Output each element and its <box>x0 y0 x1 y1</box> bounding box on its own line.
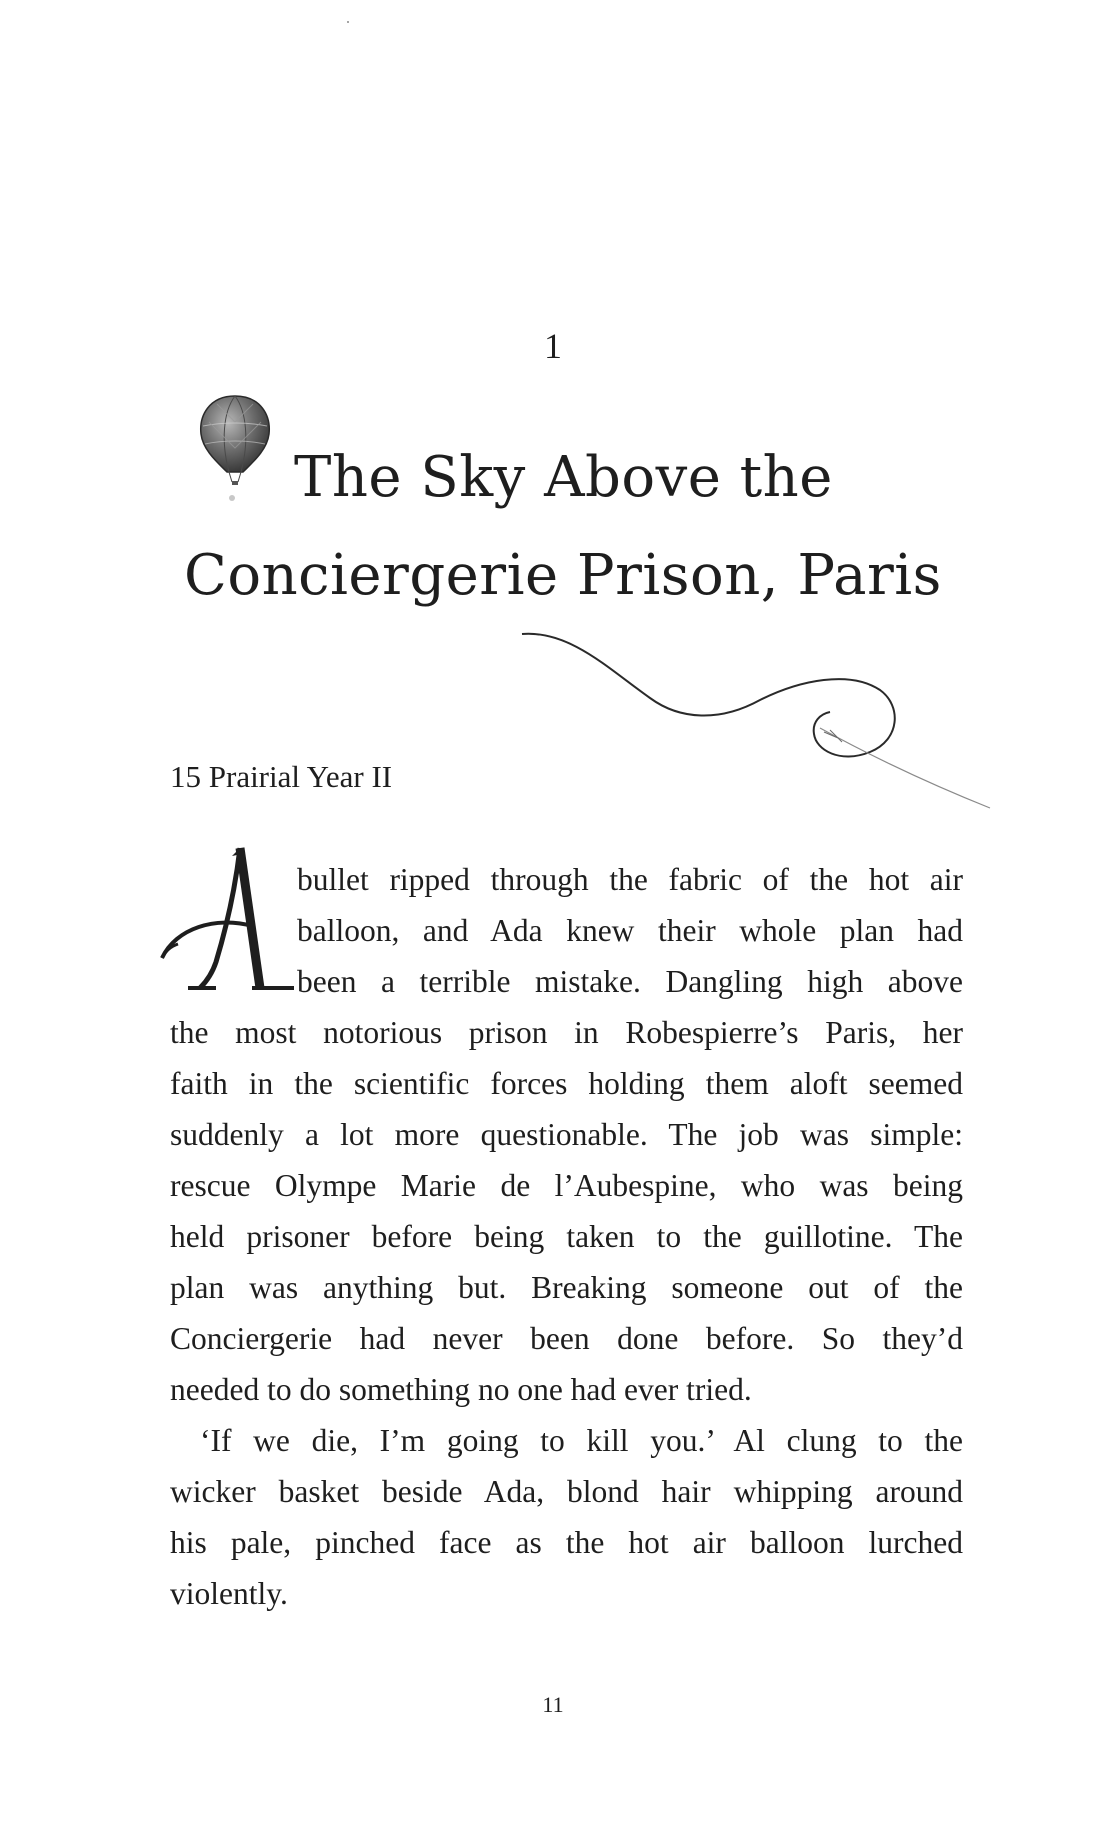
dust-speck <box>347 21 349 23</box>
drop-cap-a <box>156 842 300 998</box>
hot-air-balloon-icon <box>195 392 275 504</box>
body-line: balloon, and Ada knew their whole plan had <box>297 913 963 948</box>
body-line: been a terrible mistake. Dangling high above <box>297 964 963 999</box>
body-line: his pale, pinched face as the hot air balloon lurched <box>170 1525 963 1560</box>
body-line: held prisoner before being taken to the guillotine. The <box>170 1219 963 1254</box>
body-line: rescue Olympe Marie de l’Aubespine, who was being <box>170 1168 963 1203</box>
chapter-number: 1 <box>544 326 562 366</box>
chapter-title-line-2: Conciergerie Prison, Paris <box>184 543 942 608</box>
body-line: needed to do something no one had ever tried. <box>170 1372 752 1407</box>
body-line: wicker basket beside Ada, blond hair whipping around <box>170 1474 963 1509</box>
body-line: Conciergerie had never been done before. So they’d <box>170 1321 963 1356</box>
swirl-flourish-icon <box>520 630 1000 830</box>
body-line: plan was anything but. Breaking someone out of the <box>170 1270 963 1305</box>
page-number: 11 <box>542 1692 564 1717</box>
body-line: faith in the scientific forces holding them aloft seemed <box>170 1066 963 1101</box>
body-line: the most notorious prison in Robespierre’s Paris, her <box>170 1015 963 1050</box>
body-line: violently. <box>170 1576 288 1611</box>
body-line: ‘If we die, I’m going to kill you.’ Al clung to the <box>200 1423 963 1458</box>
body-line: bullet ripped through the fabric of the hot air <box>297 862 963 897</box>
body-line: suddenly a lot more questionable. The job was simple: <box>170 1117 963 1152</box>
chapter-date: 15 Prairial Year II <box>170 759 393 794</box>
chapter-title-line-1: The Sky Above the <box>294 445 833 510</box>
